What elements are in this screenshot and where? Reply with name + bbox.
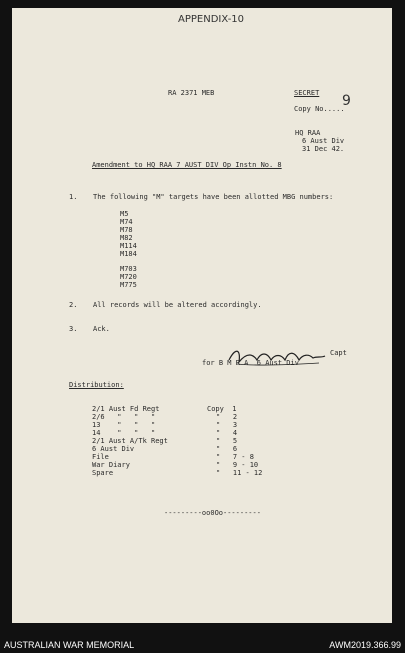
hq-line-3: 31 Dec 42. — [302, 145, 345, 153]
item-2-text: All records will be altered accordingly. — [93, 301, 262, 309]
target-item: M114 — [120, 242, 137, 250]
subject-line: Amendment to HQ RAA 7 AUST DIV Op Instn No. 8 — [92, 161, 282, 169]
hq-line-2: 6 Aust Div — [302, 137, 345, 145]
copy-number: 9 — [342, 93, 351, 109]
distribution-copy: " 9 - 10 — [216, 461, 259, 469]
item-3-number: 3. — [69, 325, 78, 333]
distribution-copy: " 7 - 8 — [216, 453, 254, 461]
footer-institution: AUSTRALIAN WAR MEMORIAL — [4, 640, 135, 650]
distribution-unit: 2/6 " " " — [92, 413, 156, 421]
distribution-copy: Copy 1 — [207, 405, 237, 413]
distribution-unit: 6 Aust Div — [92, 445, 135, 453]
distribution-copy: " 6 — [216, 445, 238, 453]
distribution-unit: War Diary — [92, 461, 130, 469]
reference-number: RA 2371 MEB — [168, 89, 215, 97]
item-1-number: 1. — [69, 193, 78, 201]
signature-rank: Capt — [330, 349, 347, 357]
target-item: M184 — [120, 250, 137, 258]
archive-footer — [0, 637, 405, 653]
classification: SECRET — [294, 89, 320, 97]
item-1-text: The following "M" targets have been allotted MBG numbers: — [93, 193, 334, 201]
target-item: M78 — [120, 226, 133, 234]
copy-label: Copy No..... — [294, 105, 345, 113]
distribution-copy: " 11 - 12 — [216, 469, 263, 477]
distribution-unit: 13 " " " — [92, 421, 156, 429]
distribution-copy: " 5 — [216, 437, 238, 445]
end-mark: ---------oo0Oo--------- — [164, 509, 261, 517]
footer-accession-number: AWM2019.366.99 — [329, 640, 401, 650]
distribution-copy: " 3 — [216, 421, 238, 429]
distribution-heading: Distribution: — [69, 381, 124, 389]
target-item: M82 — [120, 234, 133, 242]
distribution-unit: 2/1 Aust A/Tk Regt — [92, 437, 168, 445]
target-item: M74 — [120, 218, 133, 226]
target-item: M775 — [120, 281, 137, 289]
item-3-text: Ack. — [93, 325, 110, 333]
hq-line-1: HQ RAA — [295, 129, 321, 137]
target-item: M5 — [120, 210, 129, 218]
item-2-number: 2. — [69, 301, 78, 309]
target-item: M703 — [120, 265, 137, 273]
distribution-unit: File — [92, 453, 109, 461]
appendix-note: APPENDIX-10 — [178, 14, 245, 25]
signature-block: for B M R A 6 Aust Div — [202, 359, 299, 367]
distribution-unit: 2/1 Aust Fd Regt — [92, 405, 160, 413]
distribution-unit: 14 " " " — [92, 429, 156, 437]
target-item: M720 — [120, 273, 137, 281]
distribution-copy: " 4 — [216, 429, 238, 437]
document-page — [12, 8, 392, 623]
distribution-copy: " 2 — [216, 413, 238, 421]
distribution-unit: Spare — [92, 469, 114, 477]
